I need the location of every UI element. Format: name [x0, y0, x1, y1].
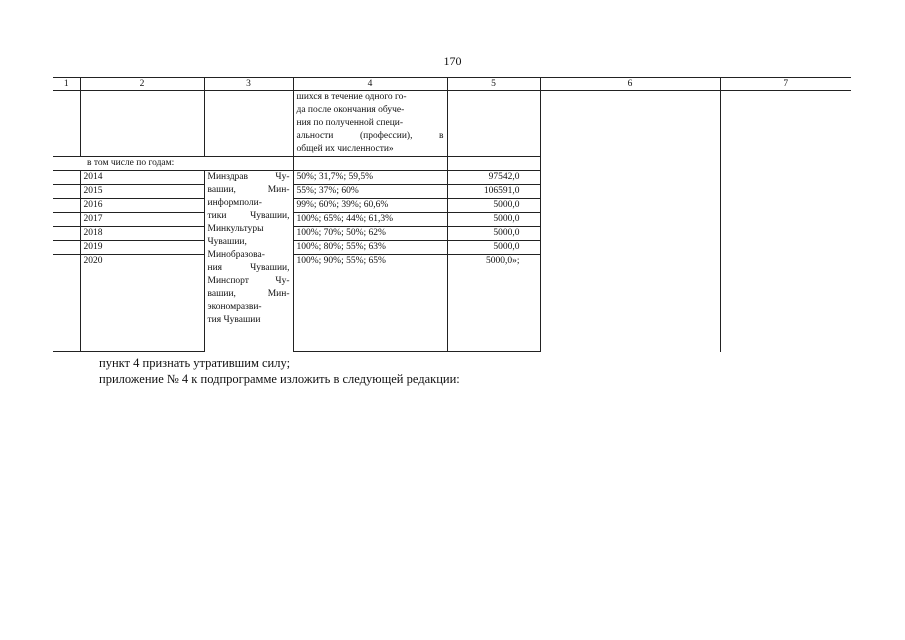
text-line: Минздрав Чу-: [207, 172, 290, 182]
text-line: ния Чувашии,: [207, 263, 290, 273]
year-cell: 2015: [80, 185, 204, 199]
year-cell: 2017: [80, 213, 204, 227]
cell-empty: [53, 91, 80, 157]
cell-empty: [53, 241, 80, 255]
text-line: шихся в течение одного го-: [296, 92, 407, 102]
by-years-label: в том числе по годам:: [53, 157, 293, 171]
year-cell: 2019: [80, 241, 204, 255]
text-line: вашии, Мин-: [207, 289, 290, 299]
header-col-4: 4: [293, 78, 447, 91]
text-line: информполи-: [207, 198, 262, 208]
year-cell: 2020: [80, 255, 204, 270]
cell-empty: [447, 270, 540, 352]
amount-cell: 97542,0: [447, 171, 540, 185]
indicators-cell: 99%; 60%; 39%; 60,6%: [293, 199, 447, 213]
indicators-cell: 100%; 90%; 55%; 65%: [293, 255, 447, 270]
cell-empty: [447, 91, 540, 157]
amount-cell: 5000,0»;: [447, 255, 540, 270]
year-cell: 2014: [80, 171, 204, 185]
text-line: Чувашии,: [207, 237, 247, 247]
text-line: Минобразова-: [207, 250, 265, 260]
cell-empty: [204, 91, 293, 157]
text-line: вашии, Мин-: [207, 185, 290, 195]
text-line: экономразви-: [207, 302, 262, 312]
cell-empty: [53, 199, 80, 213]
text-line: тия Чувашии: [207, 315, 261, 325]
cell-empty: [293, 270, 447, 352]
header-col-2: 2: [80, 78, 204, 91]
header-col-7: 7: [720, 78, 851, 91]
text-line: альности (профессии), в: [296, 131, 444, 141]
indicators-cell: 100%; 65%; 44%; 61,3%: [293, 213, 447, 227]
cell-empty: [53, 171, 80, 185]
program-table: [53, 77, 851, 352]
amount-cell: 106591,0: [447, 185, 540, 199]
table-row: [53, 91, 851, 157]
paragraph: пункт 4 признать утратившим силу;: [99, 356, 291, 370]
header-col-1: 1: [53, 78, 80, 91]
header-col-6: 6: [540, 78, 720, 91]
cell-empty: [53, 255, 80, 270]
header-col-5: 5: [447, 78, 540, 91]
text-line: Минспорт Чу-: [207, 276, 290, 286]
amount-cell: 5000,0: [447, 213, 540, 227]
year-cell: 2016: [80, 199, 204, 213]
col6-cell: [540, 91, 720, 352]
page-number: 170: [443, 54, 462, 68]
executors-cell: [204, 171, 293, 352]
amount-cell: 5000,0: [447, 199, 540, 213]
text-line: да после окончания обуче-: [296, 105, 405, 115]
text-line: тики Чувашии,: [207, 211, 290, 221]
indicators-cell: 50%; 31,7%; 59,5%: [293, 171, 447, 185]
year-cell: 2018: [80, 227, 204, 241]
indicators-cell: 100%; 70%; 50%; 62%: [293, 227, 447, 241]
header-col-3: 3: [204, 78, 293, 91]
cell-empty: [53, 213, 80, 227]
cell-empty: [80, 91, 204, 157]
indicators-cell: 100%; 80%; 55%; 63%: [293, 241, 447, 255]
table-header-row: [53, 78, 851, 91]
paragraph: приложение № 4 к подпрограмме изложить в следующей редакции:: [99, 372, 460, 386]
cell-empty: [53, 270, 80, 352]
cell-empty: [293, 157, 447, 171]
amount-cell: 5000,0: [447, 241, 540, 255]
amount-cell: 5000,0: [447, 227, 540, 241]
indicator-description-cell: [293, 91, 447, 157]
text-line: Минкультуры: [207, 224, 264, 234]
cell-empty: [53, 227, 80, 241]
cell-empty: [447, 157, 540, 171]
col7-cell: [720, 91, 851, 352]
indicators-cell: 55%; 37%; 60%: [293, 185, 447, 199]
cell-empty: [80, 270, 204, 352]
body-text: [99, 355, 460, 387]
text-line: общей их численности»: [296, 144, 394, 154]
cell-empty: [53, 185, 80, 199]
text-line: ния по полученной специ-: [296, 118, 404, 128]
